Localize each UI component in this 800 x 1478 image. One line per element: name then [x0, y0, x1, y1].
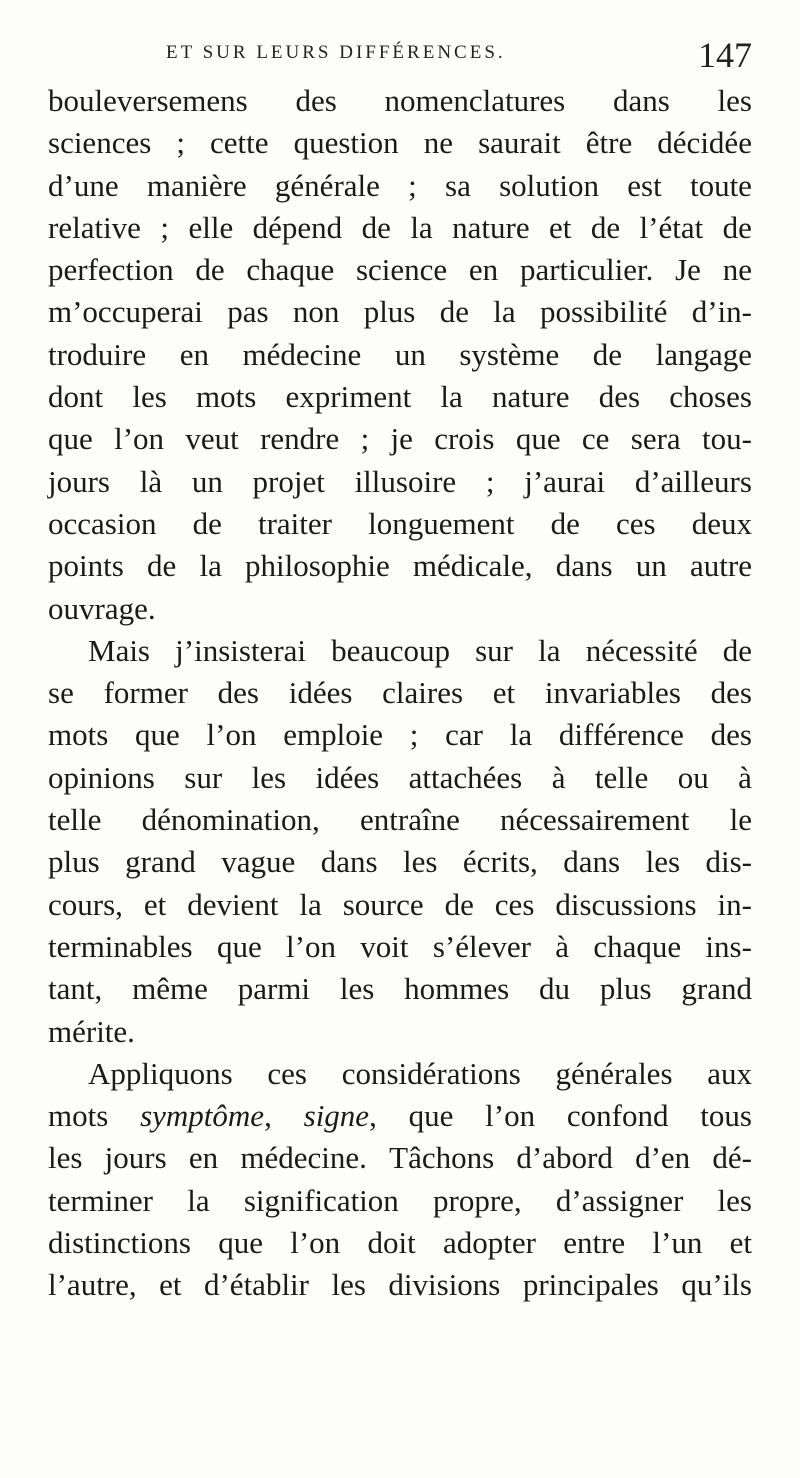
- text-line: troduire en médecine un système de langage: [48, 336, 752, 372]
- text-line: l’autre, et d’établir les divisions principales qu’ils: [48, 1267, 752, 1303]
- running-title: ET SUR LEURS DIFFÉRENCES.: [166, 42, 506, 63]
- text-line: plus grand vague dans les écrits, dans les dis-: [48, 844, 752, 880]
- text-line: telle dénomination, entraîne nécessairement le: [48, 802, 752, 838]
- text-line: se former des idées claires et invariables des: [48, 675, 752, 711]
- text-line: les jours en médecine. Tâchons d’abord d’en dé-: [48, 1140, 752, 1176]
- text-line: terminables que l’on voit s’élever à chaque ins-: [48, 928, 752, 964]
- body-text: [48, 80, 752, 1307]
- running-head: [48, 34, 760, 84]
- text-line: que l’on veut rendre ; je crois que ce sera tou-: [48, 421, 752, 457]
- text-line: mots symptôme, signe, que l’on confond tous: [48, 1098, 752, 1134]
- text-line: d’une manière générale ; sa solution est toute: [48, 167, 752, 203]
- text-line: mots que l’on emploie ; car la différence des: [48, 717, 752, 753]
- text-line: jours là un projet illusoire ; j’aurai d’ailleurs: [48, 463, 752, 499]
- text-line: perfection de chaque science en particulier. Je ne: [48, 252, 752, 288]
- text-line: bouleversemens des nomenclatures dans les: [48, 83, 752, 118]
- text-line: relative ; elle dépend de la nature et de l’état de: [48, 209, 752, 245]
- text-line: points de la philosophie médicale, dans un autre: [48, 548, 752, 584]
- text-line: terminer la signification propre, d’assigner les: [48, 1182, 752, 1218]
- text-line: m’occuperai pas non plus de la possibilité d’in-: [48, 294, 752, 330]
- text-line: Appliquons ces considérations générales aux: [88, 1055, 752, 1091]
- text-line: cours, et devient la source de ces discussions in-: [48, 886, 752, 922]
- text-line: opinions sur les idées attachées à telle ou à: [48, 759, 752, 795]
- text-line: dont les mots expriment la nature des choses: [48, 379, 752, 415]
- text-line: ouvrage.: [48, 590, 156, 626]
- text-line: distinctions que l’on doit adopter entre l’un et: [48, 1225, 752, 1261]
- page-number: 147: [698, 35, 752, 75]
- text-line: tant, même parmi les hommes du plus grand: [48, 971, 752, 1007]
- text-line: Mais j’insisterai beaucoup sur la nécessité de: [88, 632, 752, 668]
- text-line: mérite.: [48, 1013, 135, 1049]
- text-line: occasion de traiter longuement de ces deux: [48, 505, 752, 541]
- text-line: sciences ; cette question ne saurait être décidée: [48, 125, 752, 161]
